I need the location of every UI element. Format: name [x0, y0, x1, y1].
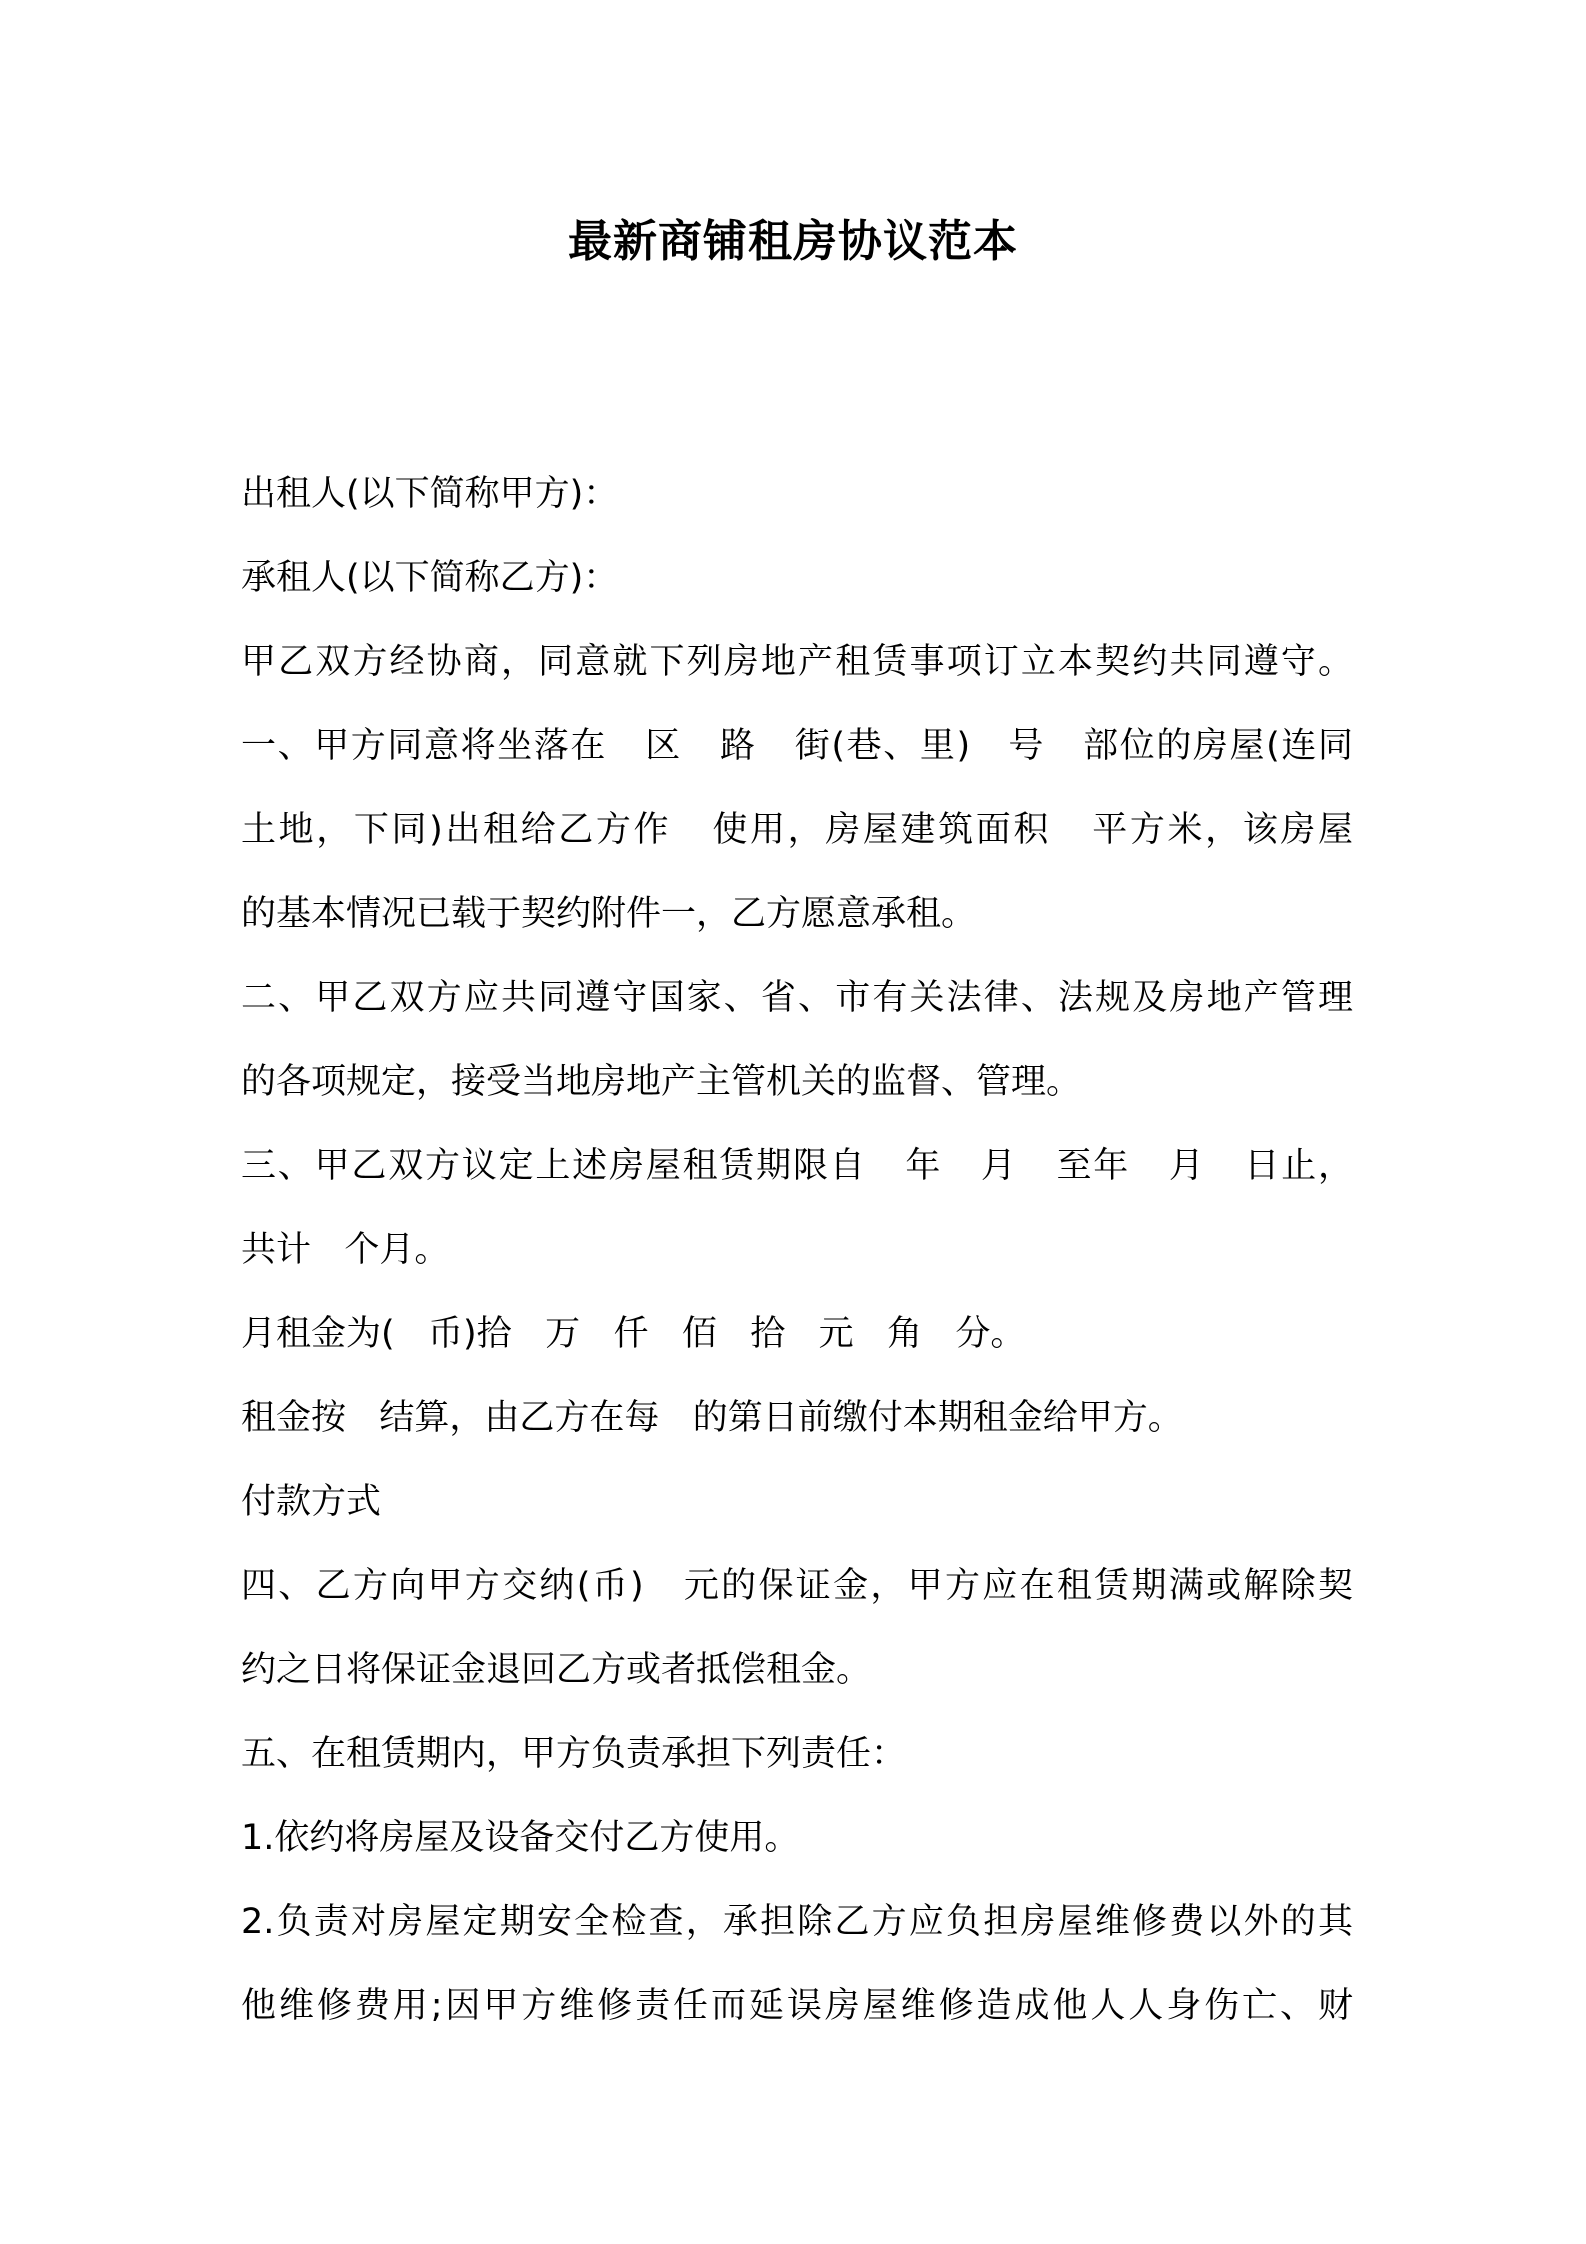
lessor-line: 出租人(以下简称甲方)：	[241, 474, 619, 514]
lessee-line: 承租人(以下简称乙方)：	[241, 558, 619, 598]
clause-1-line-2: 土地，下同)出租给乙方作 使用，房屋建筑面积 平方米，该房屋	[241, 810, 1353, 850]
clause-5-item-1: 1.依约将房屋及设备交付乙方使用。	[241, 1818, 800, 1858]
clause-3-line-1: 三、甲乙双方议定上述房屋租赁期限自 年 月 至年 月 日止，	[241, 1146, 1353, 1186]
clause-2-line-1: 二、甲乙双方应共同遵守国家、省、市有关法律、法规及房地产管理	[241, 978, 1353, 1018]
document-body	[241, 452, 1353, 2048]
document-title: 最新商铺租房协议范本	[568, 216, 1018, 267]
clause-5-item-2-line-1: 2.负责对房屋定期安全检查，承担除乙方应负担房屋维修费以外的其	[241, 1902, 1353, 1942]
clause-4-line-2: 约之日将保证金退回乙方或者抵偿租金。	[241, 1650, 872, 1690]
rent-settlement-line: 租金按 结算，由乙方在每 的第日前缴付本期租金给甲方。	[241, 1398, 1183, 1438]
clause-4-line-1: 四、乙方向甲方交纳(币) 元的保证金，甲方应在租赁期满或解除契	[241, 1566, 1353, 1606]
clause-1-line-3: 的基本情况已载于契约附件一，乙方愿意承租。	[241, 894, 977, 934]
monthly-rent-line: 月租金为( 币)拾 万 仟 佰 拾 元 角 分。	[241, 1314, 1026, 1354]
clause-1-line-1: 一、甲方同意将坐落在 区 路 街(巷、里) 号 部位的房屋(连同	[241, 726, 1353, 766]
intro-line: 甲乙双方经协商，同意就下列房地产租赁事项订立本契约共同遵守。	[241, 642, 1353, 682]
payment-method-line: 付款方式	[241, 1482, 382, 1522]
clause-2-line-2: 的各项规定，接受当地房地产主管机关的监督、管理。	[241, 1062, 1082, 1102]
clause-5-heading: 五、在租赁期内，甲方负责承担下列责任：	[241, 1734, 907, 1774]
clause-5-item-2-line-2: 他维修费用;因甲方维修责任而延误房屋维修造成他人人身伤亡、财	[241, 1986, 1353, 2026]
clause-3-line-2: 共计 个月。	[241, 1230, 450, 1270]
